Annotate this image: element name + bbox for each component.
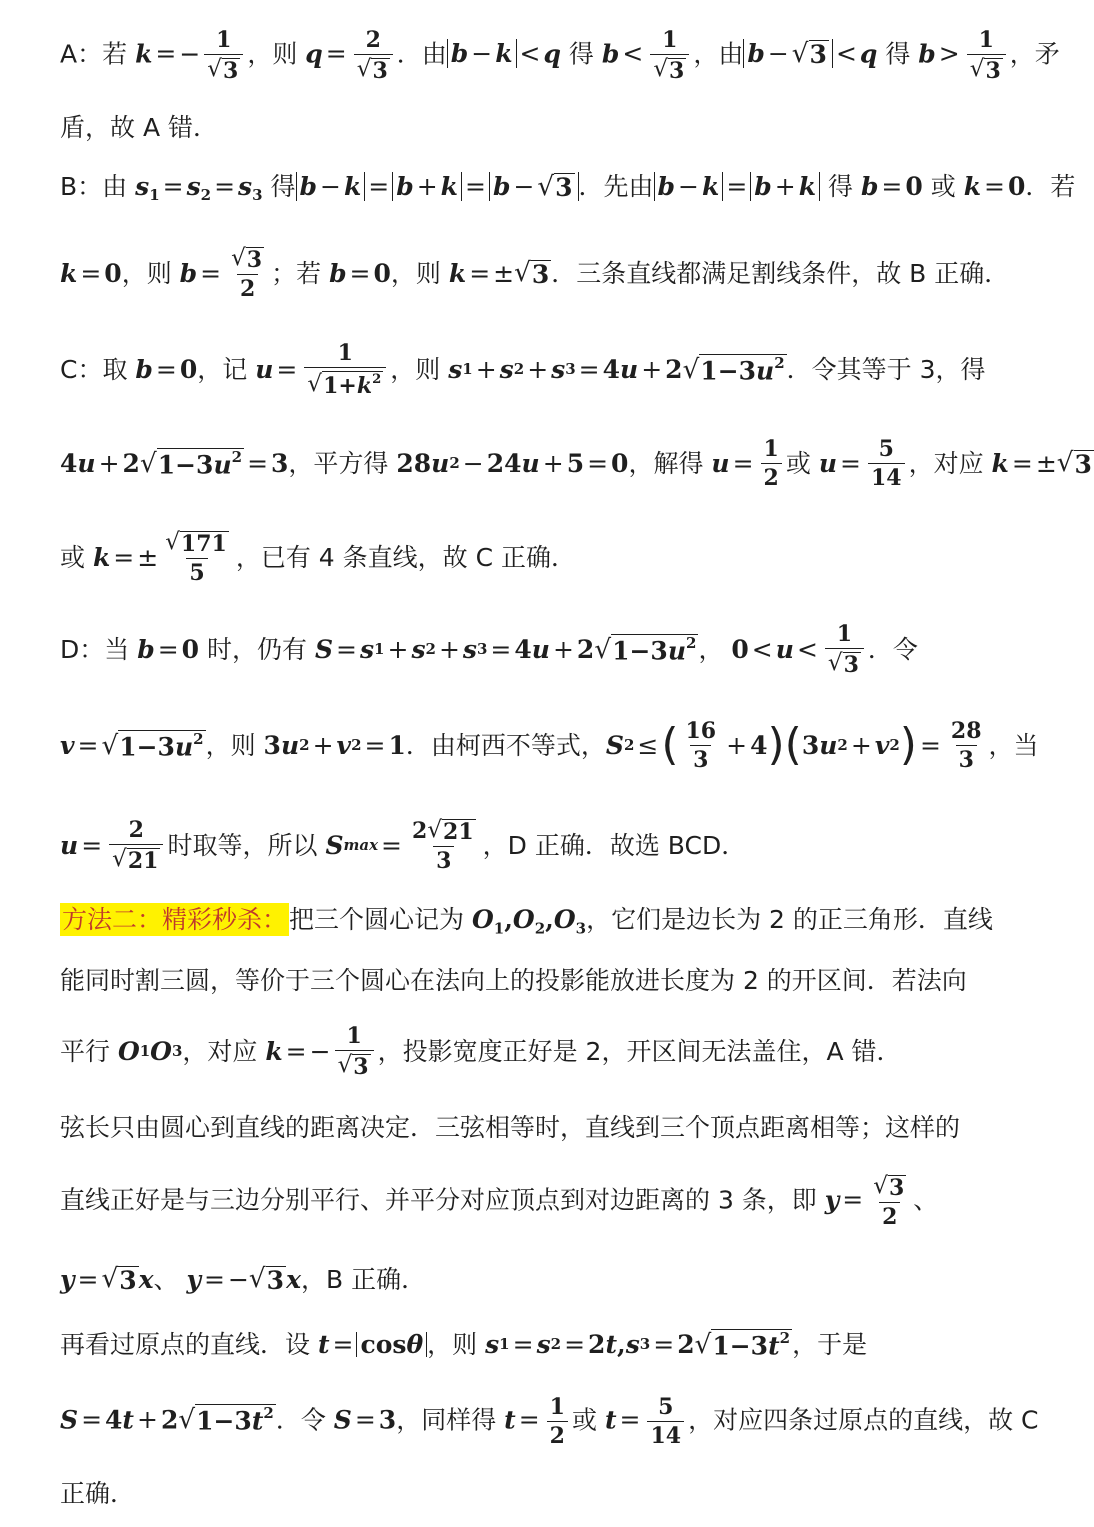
method2-line9: 正确． — [60, 1478, 136, 1508]
option-d-line2: v = √ $1-3u^2$ ，则 3 u 2 + v 2 = 1 ．由柯西不等式， S 2 ≤ ( $\frac{16}{3}$ + 4 )( 3 u 2 + v 2 ) = $\frac{28}{3}$ ，当 — [60, 717, 1039, 773]
option-a-line2: 盾，故 A 错． — [60, 112, 218, 142]
method2-line5: 直线正好是与三边分别平行、并平分对应顶点到对边距离的 3 条，即 y = √ 3 2 、 — [60, 1173, 939, 1230]
method2-line3: 平行 O 1 O 3 ，对应 k = − 1 √ 3 ，投影宽度正好是 2，开区间无法盖住，A 错． — [60, 1022, 902, 1080]
option-d-line3: u = 2 √ 21 时取等，所以 S max = 2 √ 21 3 ，D 正确．故选 BCD． — [60, 816, 747, 874]
option-a-line1: A：若 k = − 1 √ 3 ，则 q = 2 √ 3 ．由 b − k < q 得 b < 1 √ 3 ，由 b − √ 3 < q 得 b > 1 √ 3 ，矛 — [60, 26, 1060, 84]
option-c-line2: 4 u + 2 √ $1-3u^2$ = 3 ，平方得 28 u 2 − 24 u + 5 = 0 ，解得 u = $\frac{1}{2}$ 或 u = $\frac{5}{14}$ ，对应 k = ± √ 3 — [60, 435, 1092, 491]
option-b-line2: k = 0 ，则 b = √ 3 2 ；若 b = 0 ，则 k = ± √ 3 ．三条直线都满足割线条件，故 B 正确． — [60, 245, 1010, 302]
method2-line8: S = 4t + 2 √ $1-3t^2$ ．令 S = 3，同样得 t = $\frac{1}{2}$ 或 t = $\frac{5}{14}$ ，对应四条过原点的直线，故 C — [60, 1393, 1039, 1449]
option-c-line1: C：取 b = 0 ，记 u = 1 √ $1+k^2$ ，则 s 1 + s 2 + s 3 = 4 u + 2 √ $1-3u^2$ ．令其等于 3，得 — [60, 339, 986, 399]
method2-line6: y = √ 3 x 、 y = − √ 3 x ，B 正确． — [60, 1264, 427, 1295]
option-c-line3: 或 k = ± √ 171 5 ，已有 4 条直线，故 C 正确． — [60, 529, 576, 586]
option-b-line1: B：由 $s_1 = s_2 = s_3$ 得 b − k = b + k = b − √ 3 ．先由 b − k = b + k 得 b = 0 或 k = 0．若 — [60, 171, 1076, 204]
method2-line2: 能同时割三圆，等价于三个圆心在法向上的投影能放进长度为 2 的开区间．若法向 — [60, 965, 967, 995]
method2-line1: 方法二：精彩秒杀：把三个圆心记为 $O_1,O_2,O_3$，它们是边长为 2 的正三角形．直线 — [62, 905, 993, 938]
method2-line7: 再看过原点的直线．设 t = cosθ ，则 s 1 = s 2 = 2 t , s 3 = 2 √ $1-3t^2$ ，于是 — [60, 1329, 868, 1361]
method2-label: 方法二：精彩秒杀： — [62, 905, 288, 935]
option-d-line1: D：当 b = 0 时，仍有 S = s 1 + s 2 + s 3 = 4 u + 2 √ $1-3u^2$ ， 0 < u < 1 √ 3 ．令 — [60, 620, 918, 678]
method2-line4: 弦长只由圆心到直线的距离决定．三弦相等时，直线到三个顶点距离相等；这样的 — [60, 1112, 961, 1142]
